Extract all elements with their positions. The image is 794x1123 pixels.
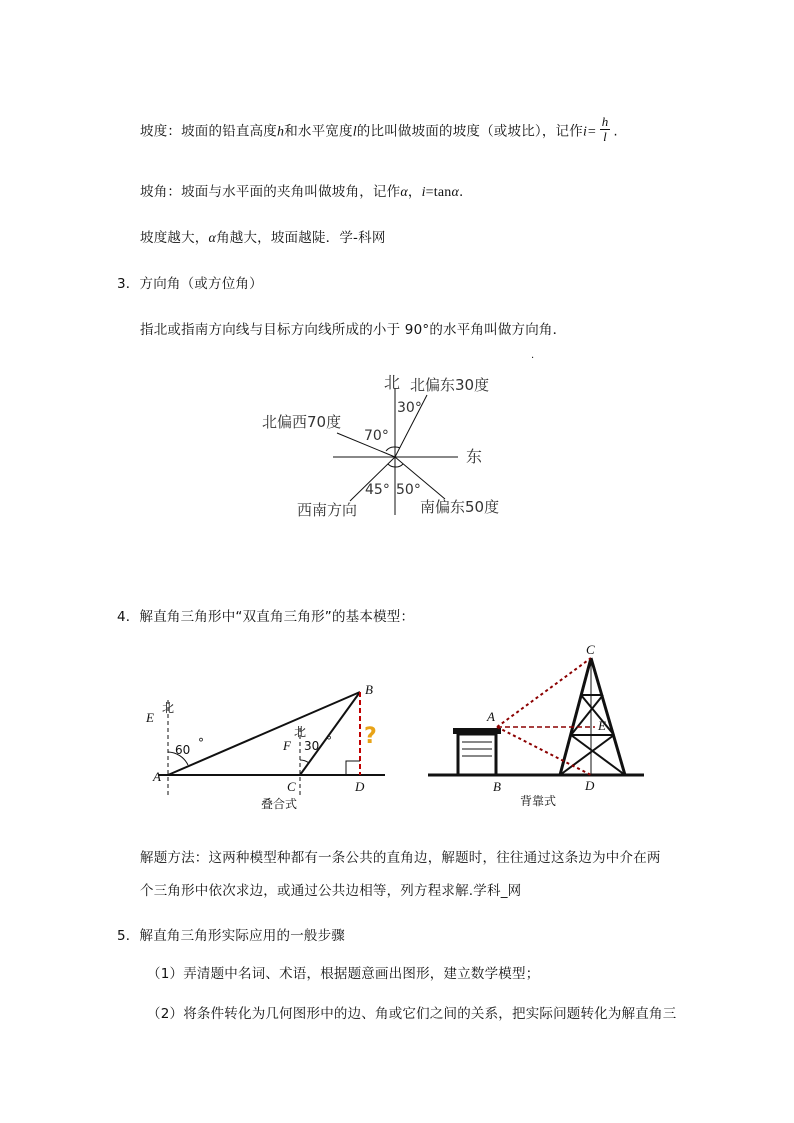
var-h: h [277, 124, 285, 140]
slope-note-rest: 角越大，坡面越陡．学-科网 [216, 230, 386, 246]
method-line-1: 解题方法：这两种模型种都有一条公共的直角边，解题时，往往通过这条边为中介在两 [140, 850, 661, 866]
angle-arc-70 [386, 447, 395, 451]
compass-se-label: 南偏东50度 [420, 498, 500, 516]
slope-def-mid2: 的比叫做坡面的坡度（或坡比），记作 [356, 123, 583, 140]
var-i: i [421, 185, 426, 200]
back-caption: 背靠式 [520, 794, 557, 808]
angle-arc-30 [395, 447, 400, 448]
overlap-caption: 叠合式 [261, 797, 298, 811]
compass-east: 东 [466, 447, 483, 466]
angle-arc-45 [388, 464, 395, 467]
overlap-north-label-1: 北 [162, 701, 175, 715]
overlap-deg-60: ° [198, 736, 204, 750]
slope-angle-prefix: 坡角：坡面与水平面的夹角叫做坡角，记作 [140, 184, 401, 200]
fraction-denominator: l [603, 129, 607, 144]
overlap-label-A: A [153, 769, 161, 784]
tower-right-leg [591, 658, 625, 775]
section-4-heading: 4．解直角三角形中“双直角三角形”的基本模型： [117, 609, 415, 625]
compass-angle-45: 45° [365, 482, 390, 498]
overlap-north-label-2: 北 [294, 725, 307, 739]
back-label-C: C [586, 642, 595, 657]
stray-dot: . [531, 350, 535, 361]
section-3-heading: 3．方向角（或方位角） [117, 276, 263, 292]
compass-ne-label: 北偏东30度 [410, 376, 490, 394]
section-5-step-1: （1）弄清题中名词、术语，根据题意画出图形，建立数学模型； [147, 966, 540, 982]
slope-note-prefix: 坡度越大， [140, 230, 209, 246]
angle-arc-50 [395, 464, 403, 467]
back-label-D: D [585, 778, 595, 793]
compass-north: 北 [384, 373, 401, 392]
compass-angle-70: 70° [364, 428, 389, 444]
var-alpha-3: α [208, 231, 217, 246]
overlap-label-F: F [283, 738, 291, 753]
tower [560, 658, 625, 775]
overlap-angle-60: 60 [175, 743, 191, 757]
angle-arc-30-small [300, 760, 309, 763]
back-label-B: B [493, 779, 501, 794]
right-angle-mark [346, 761, 360, 775]
slope-i-eq: i= [582, 124, 597, 140]
overlap-label-E: E [146, 710, 154, 725]
compass-sw-label: 西南方向 [297, 501, 358, 519]
slope-def-prefix: 坡度：坡面的铅直高度 [140, 123, 277, 140]
compass-angle-30: 30° [397, 400, 422, 416]
var-alpha-2: α [451, 185, 460, 200]
building [453, 728, 501, 775]
overlap-angle-30: 30 [304, 739, 320, 753]
method-line-2: 个三角形中依次求边，或通过公共边相等，列方程求解.学科_网 [140, 883, 522, 899]
back-model [428, 642, 644, 808]
formula-tan: =tan [425, 185, 452, 200]
slope-def-mid1: 和水平宽度 [284, 123, 353, 140]
slope-angle-mid: ， [407, 184, 422, 200]
overlap-label-C: C [287, 779, 296, 794]
building-body [458, 734, 496, 775]
back-label-A: A [487, 709, 495, 724]
overlap-label-D: D [355, 779, 365, 794]
var-l: l [352, 124, 357, 140]
fraction-numerator: h [601, 114, 609, 129]
overlap-model [145, 682, 385, 811]
slope-angle-end: . [459, 184, 464, 200]
back-label-E: E [598, 718, 606, 733]
section-3-definition: 指北或指南方向线与目标方向线所成的小于 90°的水平角叫做方向角． [140, 322, 567, 338]
compass-nw-label: 北偏西70度 [262, 413, 342, 431]
compass-angle-50: 50° [396, 482, 421, 498]
slope-def-end: . [613, 123, 618, 140]
question-mark: ? [364, 724, 377, 749]
overlap-label-B: B [365, 682, 373, 697]
overlap-deg-30: ° [326, 734, 332, 748]
section-5-step-2: （2）将条件转化为几何图形中的边、角或它们之间的关系，把实际问题转化为解直角三 [147, 1006, 677, 1022]
section-5-heading: 5．解直角三角形实际应用的一般步骤 [117, 928, 345, 944]
var-alpha: α [400, 185, 408, 200]
